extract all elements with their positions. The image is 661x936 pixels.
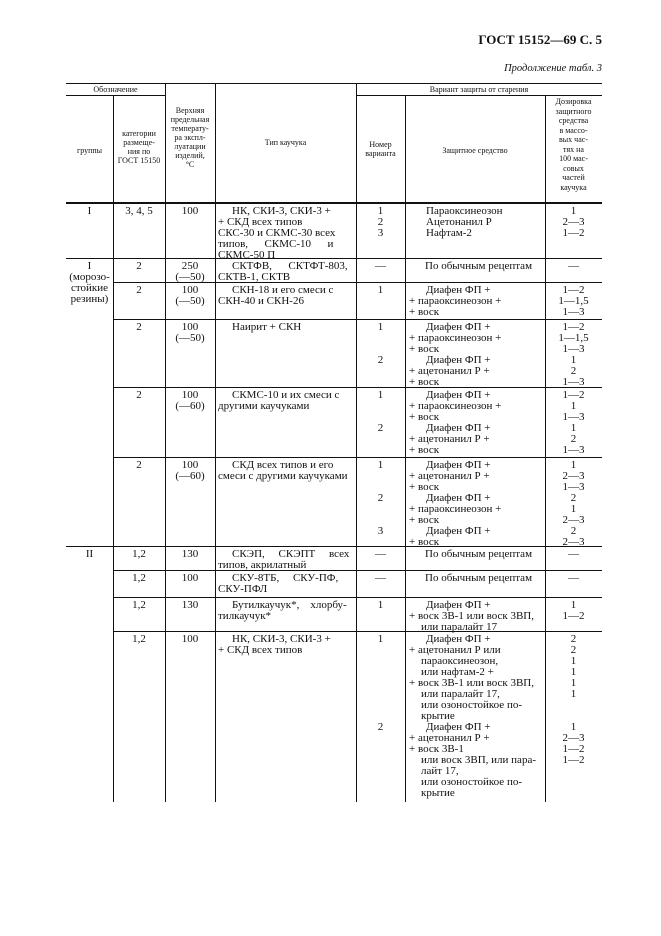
dosage-cell: — (568, 572, 579, 584)
group-cell: (морозо- (69, 271, 110, 283)
header-temperature: изделий, (175, 151, 205, 160)
protective-agent-cell: или нафтам-2 + (421, 666, 494, 678)
header-category: размеще- (123, 138, 155, 147)
header-dosage: вых час- (559, 135, 588, 144)
rubber-type-cell: СКН-40 и СКН-26 (218, 296, 304, 307)
rubber-type-cell: СКЭП, СКЭПТ всех (232, 549, 350, 560)
rule (113, 319, 602, 320)
protective-agent-cell: + воск (409, 514, 440, 526)
protective-agent-cell: Диафен ФП + (426, 633, 491, 645)
header-dosage: совых (563, 163, 584, 173)
variant-cell: 1 (377, 389, 384, 401)
variant-cell: 2 (377, 354, 384, 366)
protective-agent-cell: По обычным рецептам (425, 548, 533, 560)
header-temperature: Верхняя (175, 106, 205, 115)
temperature-cell: 100 (181, 633, 199, 645)
header-temperature: °С (185, 160, 195, 169)
dosage-cell: 1 (570, 677, 577, 689)
group-cell: I (87, 260, 92, 272)
rule (113, 457, 602, 458)
rubber-type-cell: СКУ-ПФЛ (218, 584, 268, 595)
protective-agent-cell: По обычным рецептам (425, 260, 533, 272)
protective-agent-cell: или воск 3ВП, или пара- (421, 754, 536, 766)
protective-agent-cell: + воск 3В-1 или воск 3ВП, (409, 610, 534, 622)
protective-agent-cell: Диафен ФП + (426, 284, 491, 296)
column-rule (356, 83, 357, 802)
protective-agent-cell: + воск 3В-1 или воск 3ВП, (409, 677, 534, 689)
header-variant-number: варианта (365, 149, 396, 158)
rubber-type-cell: СКД всех типов и его (232, 460, 334, 471)
header-category: ГОСТ 15150 (117, 156, 161, 165)
header-protective-agent: Защитное средство (442, 146, 508, 155)
protective-agent-cell: + воск (409, 306, 440, 318)
protective-agent-cell: Диафен ФП + (426, 422, 491, 434)
header-groups: группы (76, 146, 103, 155)
dosage-cell: 1 (570, 354, 577, 366)
dosage-cell: — (568, 548, 579, 560)
variant-cell: 2 (377, 216, 384, 228)
dosage-cell: 2—3 (562, 216, 585, 228)
header-category: категории (122, 129, 156, 138)
header-designation: Обозначение (93, 85, 138, 94)
rule (113, 631, 602, 632)
rubber-type-cell: СКТФВ, СКТФТ-803, (232, 261, 348, 272)
temperature-cell: 100 (181, 321, 199, 333)
dosage-cell: 1—3 (562, 481, 585, 493)
protective-agent-cell: + ацетонанил Р или (409, 644, 501, 656)
rubber-type-cell: типов, СКМС-10 и (218, 239, 334, 250)
temperature-cell: 100 (181, 459, 199, 471)
variant-cell: 1 (377, 633, 384, 645)
header-variant-number: Номер (369, 140, 392, 149)
dosage-cell: 1 (570, 666, 577, 678)
protective-agent-cell: + параоксинеозон + (409, 295, 502, 307)
category-cell: 2 (136, 459, 142, 471)
rubber-type-cell: + СКД всех типов (218, 217, 303, 228)
header-dosage: каучука (560, 182, 587, 192)
protective-agent-cell: + воск (409, 376, 440, 388)
dosage-cell: 1—2 (562, 610, 585, 622)
protective-agent-cell: Диафен ФП + (426, 354, 491, 366)
category-cell: 2 (136, 284, 142, 296)
rubber-type-cell: СКУ-8ТБ, СКУ-ПФ, (232, 573, 339, 584)
category-cell: 1,2 (132, 548, 146, 560)
dosage-cell: 2—3 (562, 732, 585, 744)
protective-agent-cell: + воск 3В-1 (409, 743, 464, 755)
temperature-cell: (—60) (175, 400, 205, 412)
header-dosage: защитного (555, 106, 592, 116)
variant-cell: 3 (377, 227, 384, 239)
rule (113, 597, 602, 598)
column-rule (165, 83, 166, 802)
protective-agent-cell: Диафен ФП + (426, 492, 491, 504)
protective-agent-cell: лайт 17, (421, 765, 459, 777)
dosage-cell: 2 (570, 365, 577, 377)
dosage-cell: 1 (570, 721, 577, 733)
dosage-cell: 1—1,5 (558, 332, 589, 344)
protective-agent-cell: крытие (421, 710, 455, 722)
protective-agent-cell: + ацетонанил Р + (409, 470, 490, 482)
protective-agent-cell: + воск (409, 481, 440, 493)
protective-agent-cell: Диафен ФП + (426, 459, 491, 471)
dosage-cell: 1—3 (562, 411, 585, 423)
protective-agent-cell: + воск (409, 343, 440, 355)
variant-cell: 3 (377, 525, 384, 537)
rubber-type-cell: Наирит + СКН (232, 322, 302, 333)
protective-agent-cell: + воск (409, 444, 440, 456)
protective-agent-cell: Диафен ФП + (426, 389, 491, 401)
category-cell: 2 (136, 321, 142, 333)
dosage-cell: 2 (570, 433, 577, 445)
dosage-cell: 1 (570, 599, 577, 611)
temperature-cell: 100 (181, 389, 199, 401)
protective-agent-cell: крытие (421, 787, 455, 799)
protective-agent-cell: + параоксинеозон + (409, 400, 502, 412)
dosage-cell: 2 (570, 644, 577, 656)
group-cell: стойкие (70, 282, 109, 294)
dosage-cell: 1—2 (562, 284, 585, 296)
dosage-cell: 2 (570, 525, 577, 537)
column-rule (405, 95, 406, 802)
temperature-cell: 100 (181, 284, 199, 296)
header-dosage: частей (562, 173, 585, 182)
rubber-type-cell: НК, СКИ-3, СКИ-3 + (232, 206, 331, 217)
rubber-type-cell: СКН-18 и его смеси с (232, 285, 334, 296)
dosage-cell: 1 (570, 422, 577, 434)
dosage-cell: 1 (570, 459, 577, 471)
rubber-type-cell: НК, СКИ-3, СКИ-3 + (232, 634, 331, 645)
header-protection: Вариант защиты от старения (429, 85, 529, 94)
header-dosage: Дозировка (555, 97, 592, 106)
rubber-type-cell: + СКД всех типов (218, 645, 303, 656)
temperature-cell: (—50) (175, 332, 205, 344)
variant-cell: — (375, 572, 386, 584)
rubber-type-cell: Бутилкаучук*, хлорбу- (232, 600, 347, 611)
protective-agent-cell: параоксинеозон, (421, 655, 499, 667)
rule (113, 570, 602, 571)
temperature-cell: 250 (181, 260, 199, 272)
variant-cell: 2 (377, 721, 384, 733)
dosage-cell: 1 (570, 205, 577, 217)
header-rubber-type: Тип каучука (264, 138, 307, 147)
column-rule (113, 95, 114, 802)
temperature-cell: 130 (181, 548, 199, 560)
header-temperature: температу- (171, 124, 209, 133)
protective-agent-cell: + ацетонанил Р + (409, 433, 490, 445)
protective-agent-cell: Ацетонанил Р (426, 216, 492, 228)
category-cell: 1,2 (132, 633, 146, 645)
dosage-cell: 2—3 (562, 470, 585, 482)
protective-agent-cell: или озоностойкое по- (421, 776, 522, 788)
variant-cell: 1 (377, 459, 384, 471)
dosage-cell: 2—3 (562, 514, 585, 526)
header-temperature: луатации (174, 142, 206, 151)
group-cell: II (85, 548, 94, 560)
dosage-cell: — (568, 260, 579, 272)
temperature-cell: (—60) (175, 470, 205, 482)
protective-agent-cell: + параоксинеозон + (409, 503, 502, 515)
dosage-cell: 1—2 (562, 321, 585, 333)
dosage-cell: 2 (570, 492, 577, 504)
protective-agent-cell: или паралайт 17 (421, 621, 498, 633)
temperature-cell: (—50) (175, 271, 205, 283)
table-continuation-note: Продолжение табл. 3 (504, 63, 602, 74)
category-cell: 1,2 (132, 599, 146, 611)
dosage-cell: 1 (570, 688, 577, 700)
header-temperature: ра экспл- (174, 133, 206, 142)
rule (66, 83, 602, 84)
protective-agent-cell: Диафен ФП + (426, 599, 491, 611)
dosage-cell: 1—2 (562, 754, 585, 766)
header-dosage: в массо- (559, 125, 588, 135)
protective-agent-cell: Диафен ФП + (426, 721, 491, 733)
dosage-cell: 1—3 (562, 376, 585, 388)
protective-agent-cell: или озоностойкое по- (421, 699, 522, 711)
protective-agent-cell: Диафен ФП + (426, 321, 491, 333)
header-category: ния по (127, 147, 151, 156)
temperature-cell: 100 (181, 205, 199, 217)
rubber-type-cell: СКМС-10 и их смеси с (232, 390, 340, 401)
dosage-cell: 1 (570, 503, 577, 515)
protective-agent-cell: или паралайт 17, (421, 688, 500, 700)
temperature-cell: 130 (181, 599, 199, 611)
rubber-type-cell: типов, акрилатный (218, 560, 307, 571)
rubber-type-cell: СКТВ-1, СКТВ (218, 272, 291, 283)
dosage-cell: 1 (570, 400, 577, 412)
protective-agent-cell: + воск (409, 536, 440, 548)
category-cell: 2 (136, 260, 142, 272)
rubber-type-cell: другими каучуками (218, 401, 310, 412)
header-dosage: тях на (563, 144, 584, 154)
variant-cell: 1 (377, 284, 384, 296)
variant-cell: 1 (377, 599, 384, 611)
rubber-type-cell: смеси с другими каучуками (218, 471, 348, 482)
dosage-cell: 1—3 (562, 343, 585, 355)
category-cell: 1,2 (132, 572, 146, 584)
dosage-cell: 1 (570, 655, 577, 667)
temperature-cell: (—50) (175, 295, 205, 307)
protective-agent-cell: Диафен ФП + (426, 525, 491, 537)
variant-cell: — (375, 260, 386, 272)
variant-cell: 2 (377, 492, 384, 504)
protective-agent-cell: + ацетонанил Р + (409, 365, 490, 377)
column-rule (215, 83, 216, 802)
variant-cell: 1 (377, 205, 384, 217)
page-header: ГОСТ 15152—69 С. 5 (478, 32, 602, 47)
dosage-cell: 1—2 (562, 227, 585, 239)
category-cell: 2 (136, 389, 142, 401)
variant-cell: 2 (377, 422, 384, 434)
dosage-cell: 1—3 (562, 306, 585, 318)
protective-agent-cell: Параоксинеозон (426, 205, 503, 217)
protective-agent-cell: + ацетонанил Р + (409, 732, 490, 744)
dosage-cell: 2 (570, 633, 577, 645)
rubber-type-cell: СКС-30 и СКМС-30 всех (218, 228, 336, 239)
protective-agent-cell: По обычным рецептам (425, 572, 533, 584)
rule (66, 202, 602, 204)
variant-cell: 1 (377, 321, 384, 333)
category-cell: 3, 4, 5 (125, 205, 153, 217)
dosage-cell: 2—3 (562, 536, 585, 548)
dosage-cell: 1—2 (562, 389, 585, 401)
temperature-cell: 100 (181, 572, 199, 584)
header-dosage: 100 мас- (559, 154, 588, 163)
rule (356, 95, 602, 96)
protective-agent-cell: + воск (409, 411, 440, 423)
dosage-cell: 1—2 (562, 743, 585, 755)
variant-cell: — (375, 548, 386, 560)
dosage-cell: 1—1,5 (558, 295, 589, 307)
group-cell: резины) (70, 293, 109, 305)
rubber-type-cell: тилкаучук* (218, 611, 272, 622)
header-temperature: предельная (170, 115, 210, 124)
rubber-type-cell: СКМС-50 П (218, 250, 276, 261)
protective-agent-cell: + параоксинеозон + (409, 332, 502, 344)
protective-agent-cell: Нафтам-2 (426, 227, 472, 239)
dosage-cell: 1—3 (562, 444, 585, 456)
rule (66, 95, 165, 96)
header-dosage: средства (558, 116, 589, 125)
group-cell: I (87, 205, 92, 217)
